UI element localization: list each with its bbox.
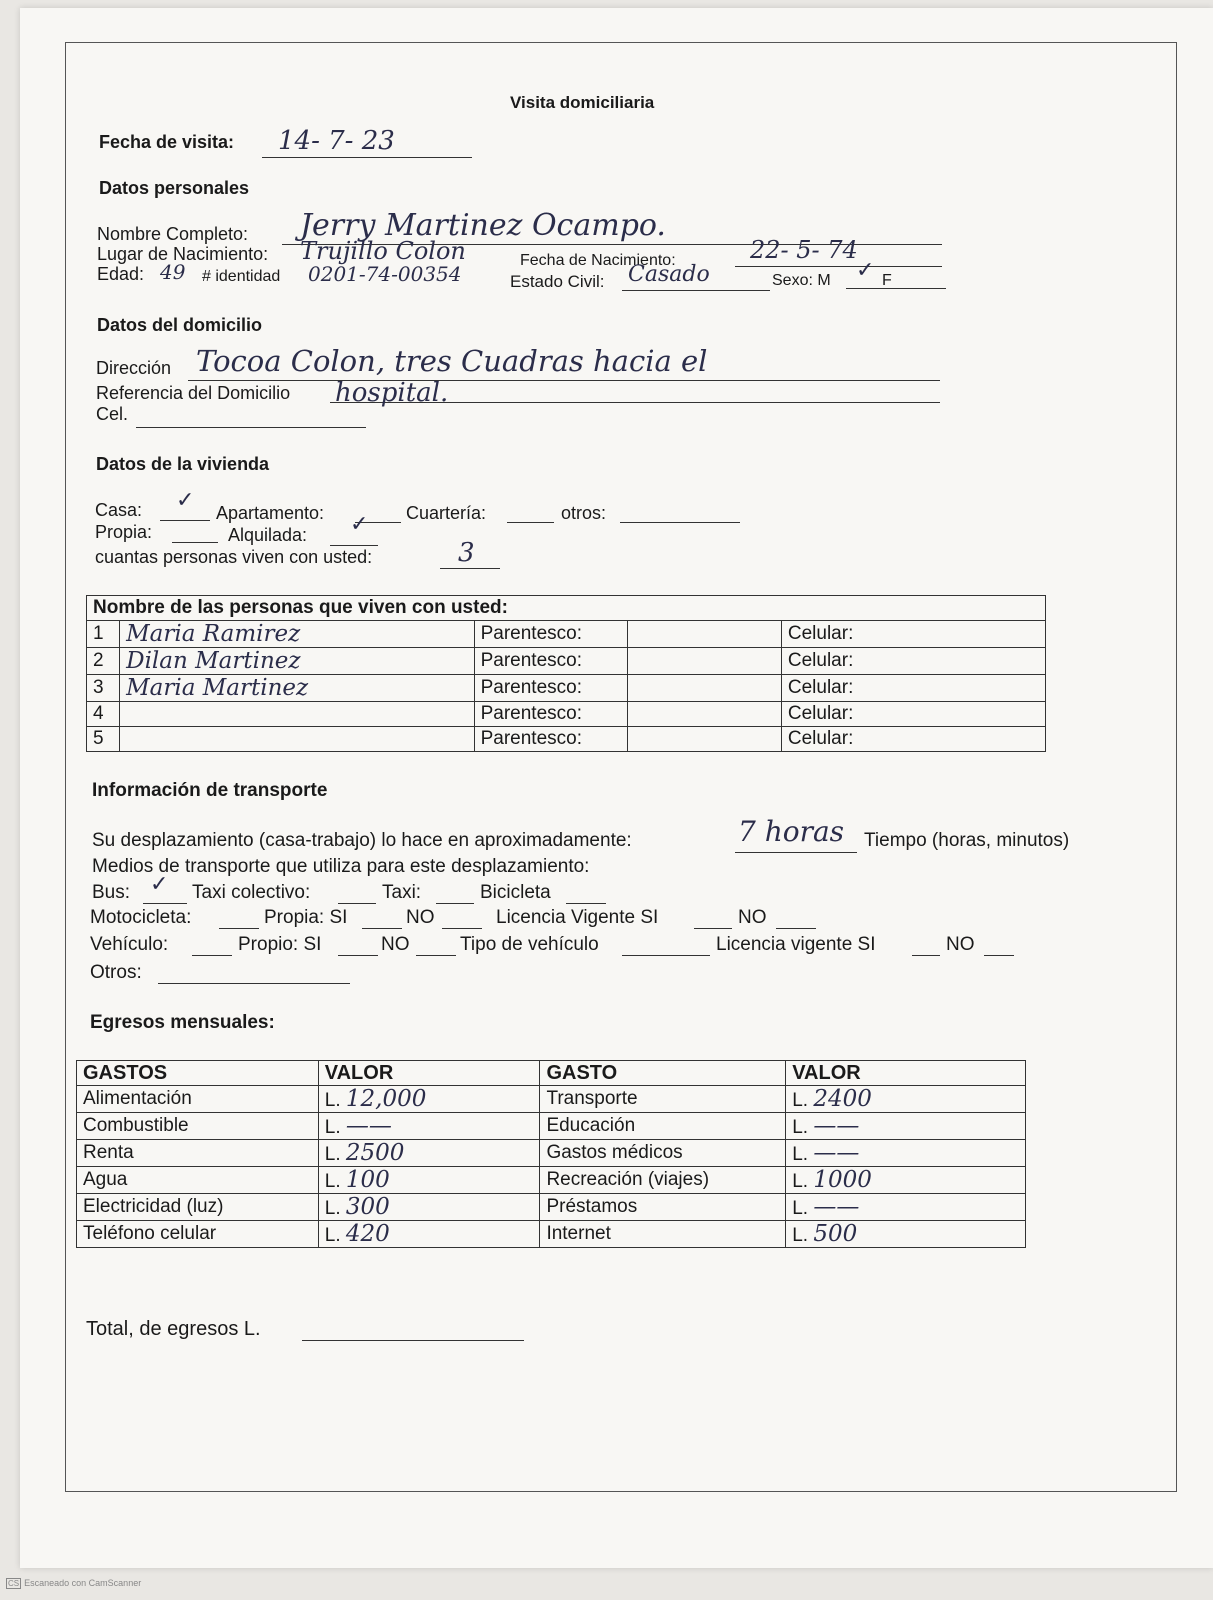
expense-name: Agua bbox=[77, 1167, 319, 1194]
apartamento-label: Apartamento: bbox=[216, 503, 325, 523]
resident-name: Maria Martinez bbox=[120, 675, 474, 702]
casa-check: ✓ bbox=[176, 488, 195, 513]
expenses-table bbox=[76, 1060, 1026, 1248]
moto-propia-si-line bbox=[362, 928, 402, 929]
vehiculo-line bbox=[192, 955, 232, 956]
casa-label: Casa: bbox=[95, 500, 143, 520]
currency-label: L. bbox=[324, 1171, 341, 1192]
expense-name: Combustible bbox=[77, 1113, 319, 1140]
row-number: 1 bbox=[87, 621, 120, 648]
address-value: Tocoa Colon, tres Cuadras hacia el bbox=[196, 344, 708, 378]
personal-heading: Datos personales bbox=[99, 178, 250, 198]
cuarteria-label: Cuartería: bbox=[406, 503, 487, 523]
expense-name: Recreación (viajes) bbox=[540, 1167, 786, 1194]
visit-date-label: Fecha de visita: bbox=[99, 132, 235, 152]
moto-licencia-no-line bbox=[776, 928, 816, 929]
vehiculo-licencia-si-line bbox=[912, 955, 940, 956]
expense-value-cell bbox=[318, 1167, 540, 1194]
address-line bbox=[188, 380, 940, 381]
table-row bbox=[87, 648, 1046, 675]
persons-line bbox=[440, 568, 500, 569]
tipo-vehiculo-label: Tipo de vehículo bbox=[460, 934, 599, 955]
birthdate-label: Fecha de Nacimiento: bbox=[520, 252, 676, 269]
taxi-line bbox=[436, 903, 474, 904]
sex-f-label: F bbox=[882, 272, 892, 289]
vehiculo-licencia-label: Licencia vigente SI bbox=[716, 934, 876, 955]
table-row bbox=[77, 1194, 1026, 1221]
name-label: Nombre Completo: bbox=[97, 224, 249, 244]
taxi-label: Taxi: bbox=[382, 882, 422, 903]
home-heading: Datos del domicilio bbox=[97, 315, 263, 335]
resident-name: Dilan Martinez bbox=[120, 648, 474, 675]
age-label: Edad: bbox=[97, 264, 145, 284]
expense-value-cell bbox=[318, 1194, 540, 1221]
taxi-colectivo-label: Taxi colectivo: bbox=[192, 882, 311, 903]
celular-label: Celular: bbox=[781, 621, 1045, 648]
moto-licencia-no-label: NO bbox=[738, 907, 767, 928]
parentesco-label: Parentesco: bbox=[474, 702, 628, 727]
expense-value: 420 bbox=[345, 1221, 390, 1247]
parentesco-label: Parentesco: bbox=[474, 727, 628, 752]
col-valor2-header: VALOR bbox=[786, 1061, 1026, 1086]
currency-label: L. bbox=[324, 1198, 341, 1219]
currency-label: L. bbox=[324, 1090, 341, 1111]
expense-value: 2400 bbox=[813, 1086, 872, 1112]
taxi-colectivo-line bbox=[338, 903, 376, 904]
cel-line bbox=[136, 427, 366, 428]
otros-transport-label: Otros: bbox=[90, 962, 142, 983]
table-row bbox=[87, 702, 1046, 727]
moto-licencia-si-line bbox=[694, 928, 732, 929]
expense-value: 500 bbox=[813, 1221, 858, 1247]
expense-name: Teléfono celular bbox=[77, 1221, 319, 1248]
birthdate-line bbox=[735, 266, 942, 267]
expense-name: Transporte bbox=[540, 1086, 786, 1113]
total-line bbox=[302, 1340, 524, 1341]
total-label: Total, de egresos L. bbox=[86, 1318, 261, 1340]
persons-label: cuantas personas viven con usted: bbox=[95, 547, 373, 567]
residents-heading: Nombre de las personas que viven con usted: bbox=[87, 596, 1046, 621]
vehiculo-propio-no-label: NO bbox=[381, 934, 410, 955]
expense-name: Educación bbox=[540, 1113, 786, 1140]
id-label: # identidad bbox=[202, 268, 281, 285]
bus-line bbox=[143, 903, 187, 904]
expense-value: —— bbox=[813, 1113, 860, 1139]
moto-propia-no-line bbox=[442, 928, 482, 929]
moto-propia-label: Propia: SI bbox=[264, 907, 348, 928]
table-row bbox=[77, 1086, 1026, 1113]
commute-label: Su desplazamiento (casa-trabajo) lo hace en aproximadamente: bbox=[92, 830, 632, 851]
moto-licencia-label: Licencia Vigente SI bbox=[496, 907, 659, 928]
bicicleta-label: Bicicleta bbox=[480, 882, 551, 903]
resident-name bbox=[120, 727, 474, 752]
resident-name: Maria Ramirez bbox=[120, 621, 474, 648]
expense-name: Internet bbox=[540, 1221, 786, 1248]
bicicleta-line bbox=[566, 903, 606, 904]
sex-m-check: ✓ bbox=[856, 258, 875, 283]
table-row bbox=[87, 675, 1046, 702]
expense-value: 2500 bbox=[345, 1140, 405, 1166]
sex-label: Sexo: M bbox=[772, 272, 831, 289]
currency-label: L. bbox=[792, 1198, 809, 1219]
table-row bbox=[87, 621, 1046, 648]
currency-label: L. bbox=[324, 1144, 341, 1165]
otros-transport-line bbox=[158, 983, 350, 984]
age-value: 49 bbox=[160, 260, 186, 284]
sex-line bbox=[846, 288, 946, 289]
camscanner-logo: CS bbox=[8, 1579, 20, 1588]
alquilada-line bbox=[330, 545, 378, 546]
currency-label: L. bbox=[324, 1117, 341, 1138]
cuarteria-line bbox=[507, 522, 554, 523]
expense-name: Gastos médicos bbox=[540, 1140, 786, 1167]
table-row bbox=[77, 1140, 1026, 1167]
celular-label: Celular: bbox=[781, 675, 1045, 702]
col-gasto-header: GASTO bbox=[540, 1061, 786, 1086]
cel-label: Cel. bbox=[96, 404, 129, 424]
expense-value-cell bbox=[318, 1113, 540, 1140]
expense-value: 100 bbox=[345, 1167, 390, 1193]
id-value: 0201-74-00354 bbox=[308, 262, 462, 286]
reference-label: Referencia del Domicilio bbox=[96, 383, 291, 403]
celular-label: Celular: bbox=[781, 702, 1045, 727]
means-label: Medios de transporte que utiliza para este desplazamiento: bbox=[92, 856, 590, 877]
vehiculo-label: Vehículo: bbox=[90, 934, 169, 955]
housing-heading: Datos de la vivienda bbox=[96, 454, 270, 474]
currency-label: L. bbox=[792, 1171, 809, 1192]
transport-heading: Información de transporte bbox=[92, 780, 328, 801]
resident-name bbox=[120, 702, 474, 727]
scanner-footer bbox=[6, 1578, 141, 1589]
row-number: 3 bbox=[87, 675, 120, 702]
parentesco-label: Parentesco: bbox=[474, 621, 628, 648]
tipo-vehiculo-line bbox=[622, 955, 710, 956]
civil-line bbox=[622, 290, 770, 291]
expense-value-cell bbox=[786, 1140, 1026, 1167]
moto-label: Motocicleta: bbox=[90, 907, 192, 928]
vehiculo-licencia-no-line bbox=[984, 955, 1014, 956]
col-gastos-header: GASTOS bbox=[77, 1061, 319, 1086]
vehiculo-propio-no-line bbox=[416, 955, 456, 956]
bus-label: Bus: bbox=[92, 882, 131, 903]
expense-value: —— bbox=[345, 1113, 392, 1139]
expense-value: 300 bbox=[345, 1194, 390, 1220]
persons-value: 3 bbox=[458, 538, 475, 568]
parentesco-label: Parentesco: bbox=[474, 648, 628, 675]
row-number: 4 bbox=[87, 702, 120, 727]
parentesco-value bbox=[628, 648, 782, 675]
birthdate-value: 22- 5- 74 bbox=[750, 236, 858, 264]
expense-value-cell bbox=[786, 1113, 1026, 1140]
currency-label: L. bbox=[792, 1225, 809, 1246]
commute-line bbox=[735, 852, 857, 853]
alquilada-check: ✓ bbox=[350, 512, 369, 537]
expenses-heading: Egresos mensuales: bbox=[90, 1012, 275, 1033]
vehiculo-licencia-no-label: NO bbox=[946, 934, 975, 955]
col-valor-header: VALOR bbox=[318, 1061, 540, 1086]
moto-propia-no-label: NO bbox=[406, 907, 435, 928]
vehiculo-propio-label: Propio: SI bbox=[238, 934, 322, 955]
table-row bbox=[77, 1167, 1026, 1194]
vehiculo-propio-si-line bbox=[338, 955, 378, 956]
propia-label: Propia: bbox=[95, 522, 153, 542]
otros-housing-label: otros: bbox=[561, 503, 607, 523]
table-row bbox=[77, 1221, 1026, 1248]
expense-value: —— bbox=[813, 1194, 860, 1220]
parentesco-value bbox=[628, 621, 782, 648]
parentesco-value bbox=[628, 727, 782, 752]
expenses-header-row bbox=[77, 1061, 1026, 1086]
expense-value: 12,000 bbox=[345, 1086, 427, 1112]
expense-name: Alimentación bbox=[77, 1086, 319, 1113]
currency-label: L. bbox=[792, 1144, 809, 1165]
birthplace-value: Trujillo Colon bbox=[300, 237, 466, 265]
table-row bbox=[77, 1113, 1026, 1140]
expense-value-cell bbox=[318, 1221, 540, 1248]
address-label: Dirección bbox=[96, 358, 172, 378]
currency-label: L. bbox=[324, 1225, 341, 1246]
expense-name: Préstamos bbox=[540, 1194, 786, 1221]
parentesco-value bbox=[628, 675, 782, 702]
parentesco-value bbox=[628, 702, 782, 727]
visit-date-line bbox=[262, 157, 472, 158]
row-number: 5 bbox=[87, 727, 120, 752]
residents-table bbox=[86, 595, 1046, 752]
expense-name: Electricidad (luz) bbox=[77, 1194, 319, 1221]
civil-label: Estado Civil: bbox=[510, 272, 605, 291]
visit-date-value: 14- 7- 23 bbox=[278, 126, 395, 156]
expense-value-cell bbox=[786, 1221, 1026, 1248]
scanner-text: Escaneado con CamScanner bbox=[24, 1578, 142, 1588]
commute-unit: Tiempo (horas, minutos) bbox=[864, 830, 1070, 851]
civil-value: Casado bbox=[628, 262, 710, 287]
expense-value-cell bbox=[786, 1194, 1026, 1221]
otros-housing-line bbox=[620, 522, 740, 523]
name-value: Jerry Martinez Ocampo. bbox=[300, 208, 666, 243]
reference-value: hospital. bbox=[335, 378, 449, 408]
form-title: Visita domiciliaria bbox=[510, 93, 655, 112]
expense-value: —— bbox=[813, 1140, 860, 1166]
currency-label: L. bbox=[792, 1090, 809, 1111]
expense-value: 1000 bbox=[813, 1167, 872, 1193]
expense-value-cell bbox=[786, 1167, 1026, 1194]
expense-value-cell bbox=[318, 1086, 540, 1113]
moto-line bbox=[219, 928, 259, 929]
alquilada-label: Alquilada: bbox=[228, 525, 308, 545]
expense-value-cell bbox=[786, 1086, 1026, 1113]
table-row bbox=[87, 727, 1046, 752]
parentesco-label: Parentesco: bbox=[474, 675, 628, 702]
bus-check: ✓ bbox=[150, 872, 169, 897]
expense-value-cell bbox=[318, 1140, 540, 1167]
celular-label: Celular: bbox=[781, 727, 1045, 752]
celular-label: Celular: bbox=[781, 648, 1045, 675]
currency-label: L. bbox=[792, 1117, 809, 1138]
birthplace-label: Lugar de Nacimiento: bbox=[97, 244, 269, 264]
commute-value: 7 horas bbox=[738, 815, 845, 848]
row-number: 2 bbox=[87, 648, 120, 675]
propia-line bbox=[172, 542, 218, 543]
residents-header-row bbox=[87, 596, 1046, 621]
casa-line bbox=[160, 520, 210, 521]
expense-name: Renta bbox=[77, 1140, 319, 1167]
